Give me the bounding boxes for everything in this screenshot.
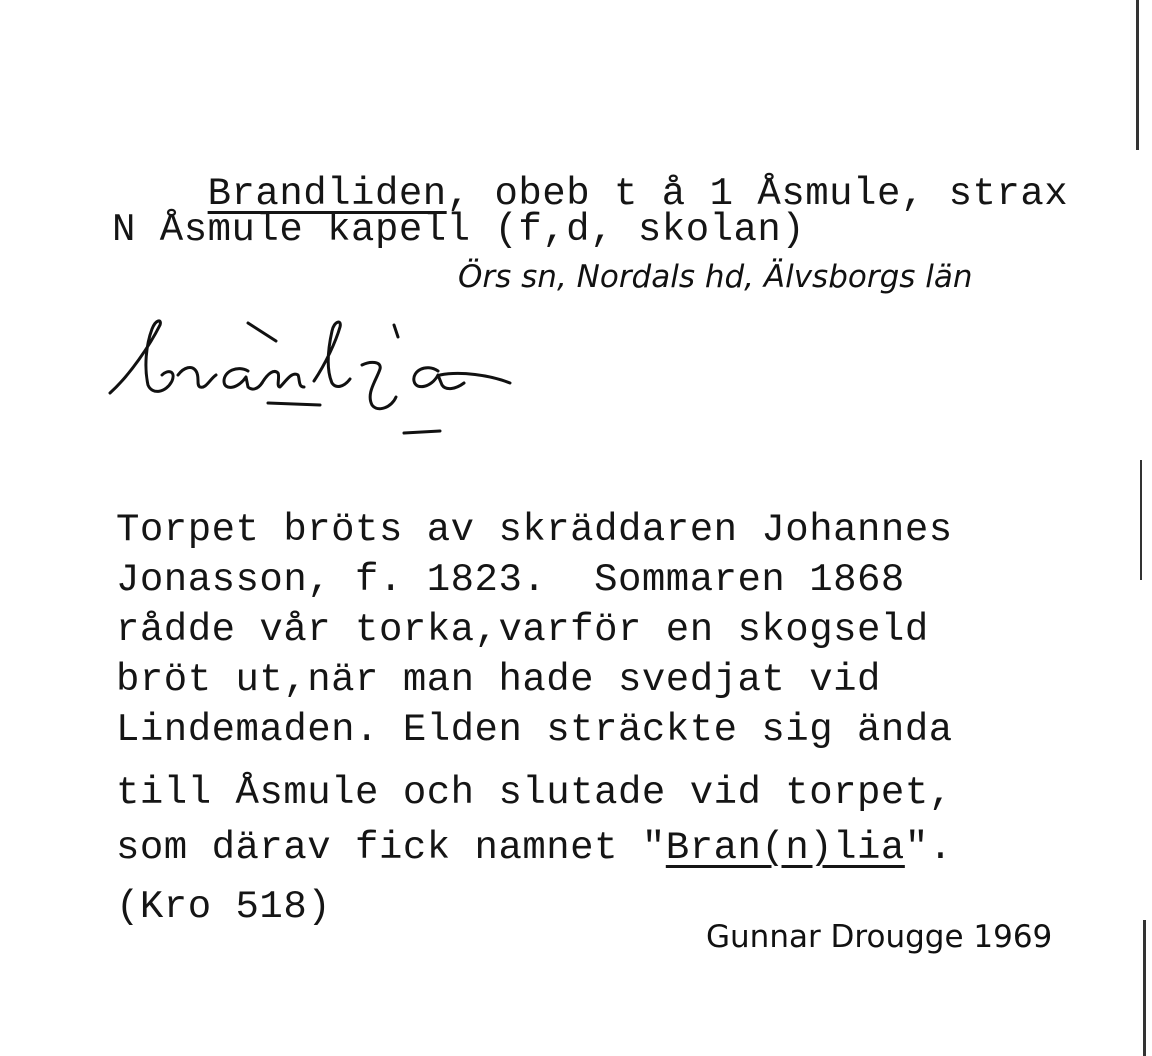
scan-edge-middle: [1140, 460, 1142, 580]
body-line-7: [116, 826, 953, 870]
body-paragraph: [116, 505, 953, 755]
body-line-8: (Kro 518): [116, 885, 332, 929]
location-stamp: Örs sn, Nordals hd, Älvsborgs län: [458, 259, 973, 295]
body-line-2: Jonasson, f. 1823. Sommaren 1868: [116, 558, 905, 602]
body-line-5: Lindemaden. Elden sträckte sig ända: [116, 708, 953, 752]
body-line-7-prefix: som därav fick namnet ": [116, 826, 666, 870]
place-name: Brandliden: [207, 172, 447, 216]
body-line-4: bröt ut,när man hade svedjat vid: [116, 658, 881, 702]
handwritten-pronunciation: [100, 305, 540, 445]
heading-line-2: N Åsmule kapell (f,d, skolan): [112, 208, 806, 252]
heading-description: , obeb t å 1 Åsmule, strax: [446, 172, 1069, 216]
body-line-1: Torpet bröts av skräddaren Johannes: [116, 508, 953, 552]
body-line-7-suffix: ".: [904, 826, 953, 870]
body-line-3: rådde vår torka,varför en skogseld: [116, 608, 929, 652]
scan-edge-top: [1136, 0, 1139, 150]
scan-edge-bottom: [1143, 920, 1146, 1056]
signature: Gunnar Drougge 1969: [706, 919, 1053, 955]
nickname: Bran(n)lia: [665, 826, 905, 870]
body-line-6: till Åsmule och slutade vid torpet,: [116, 771, 953, 815]
